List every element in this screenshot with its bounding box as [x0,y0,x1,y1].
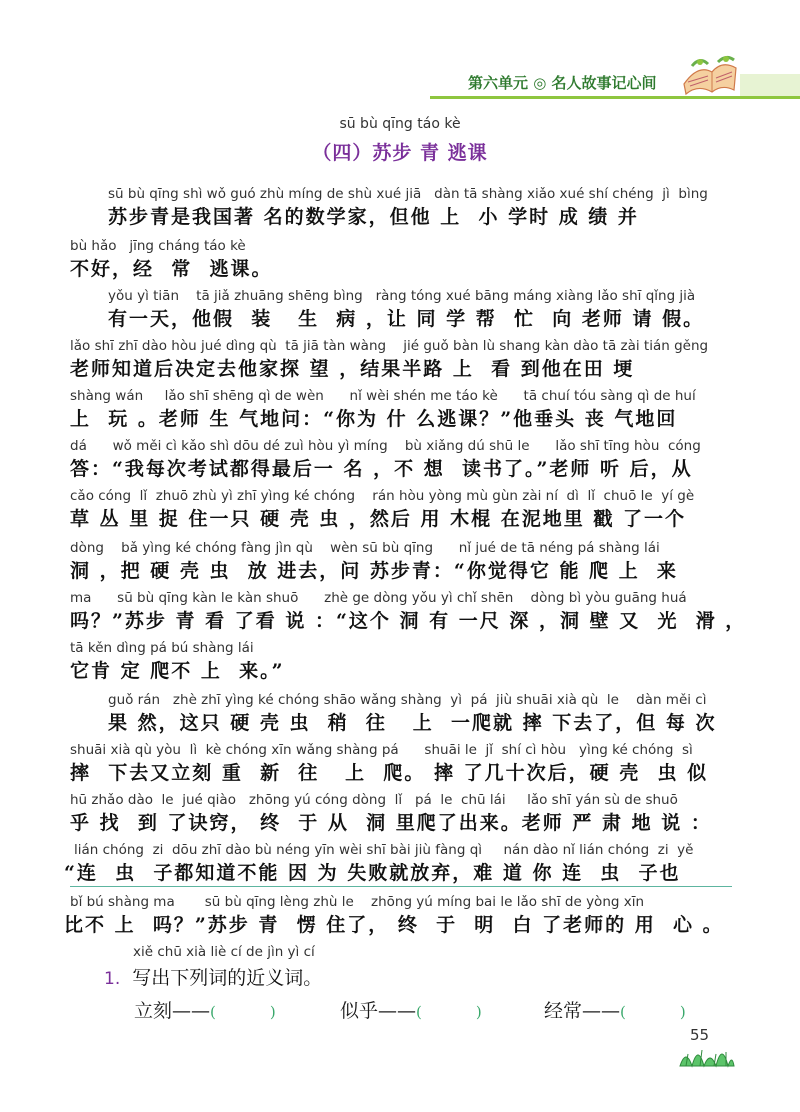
hanzi-line: “连 虫 子都知道不能 因 为 失败就放弃，难 道 你 连 虫 子也 [64,862,681,884]
blank-word: 似乎—— [340,1000,417,1022]
exercise-question [104,963,322,990]
pinyin-line: tā kěn dìng pá bú shàng lái [70,640,254,656]
page-number: 55 [690,1026,710,1044]
hanzi-line: 上 玩 。老师 生 气地问：“你为 什 么逃课？”他垂头 丧 气地回 [70,408,678,430]
blank-open-paren: ( [620,1003,626,1021]
pinyin-line: bù hǎo jīng cháng táo kè [70,238,246,254]
blank-close-paren: ) [679,1003,686,1021]
answer-blank[interactable] [340,996,482,1023]
pinyin-line: lǎo shī zhī dào hòu jué dìng qù tā jiā tàn wàng jié guǒ bàn lù shang kàn dào tā zài tián gěng [70,338,709,354]
hanzi-line: 苏步青是我国著 名的数学家，但他 上 小 学时 成 绩 并 [108,206,639,228]
story-title: （四）苏步 青 逃课 [312,142,488,164]
blank-open-paren: ( [210,1003,216,1021]
highlight-underline [70,886,732,887]
hanzi-line: 答：“我每次考试都得最后一 名 ，不 想 读书了。”老师 听 后，从 [70,458,693,480]
hanzi-line: 老师知道后决定去他家探 望 ，结果半路 上 看 到他在田 埂 [70,358,635,380]
grass-icon [676,1040,736,1068]
hanzi-line: 不好，经 常 逃课。 [70,258,273,280]
hanzi-line: 吗？”苏步 青 看 了看 说 ：“这个 洞 有 一尺 深 ，洞 壁 又 光 滑 ， [70,610,747,632]
hanzi-line: 比不 上 吗？”苏步 青 愣 住了， 终 于 明 白 了老师的 用 心 。 [64,914,724,936]
pinyin-line: shàng wán lǎo shī shēng qì de wèn nǐ wèi shén me táo kè tā chuí tóu sàng qì de huí [70,388,696,404]
pinyin-line: cǎo cóng lǐ zhuō zhù yì zhī yìng ké chóng rán hòu yòng mù gùn zài ní dì lǐ chuō le yí gè [70,488,695,504]
title-pinyin: sū bù qīng táo kè [339,116,461,132]
unit-header [430,66,800,99]
books-icon [678,54,740,98]
pinyin-line: bǐ bú shàng ma sū bù qīng lèng zhù le zhōng yú míng bai le lǎo shī de yòng xīn [70,894,645,910]
exercise-number: 1. [104,969,121,989]
pinyin-line: yǒu yì tiān tā jiǎ zhuāng shēng bìng ràng tóng xué bāng máng xiàng lǎo shī qǐng jià [108,288,696,304]
hanzi-line: 乎 找 到 了诀窍， 终 于 从 洞 里爬了出来。老师 严 肃 地 说 ： [70,812,712,834]
hanzi-line: 草 丛 里 捉 住一只 硬 壳 虫 ，然后 用 木棍 在泥地里 戳 了一个 [70,508,686,530]
header-tab [740,74,800,96]
pinyin-line: dá wǒ měi cì kǎo shì dōu dé zuì hòu yì míng bù xiǎng dú shū le lǎo shī tīng hòu cóng [70,438,701,454]
pinyin-line: guǒ rán zhè zhī yìng ké chóng shāo wǎng shàng yì pá jiù shuāi xià qù le dàn měi cì [108,692,707,708]
blank-word: 经常—— [544,1000,621,1022]
hanzi-line: 洞 ，把 硬 壳 虫 放 进去，问 苏步青：“你觉得它 能 爬 上 来 [70,560,678,582]
pinyin-line: hū zhǎo dào le jué qiào zhōng yú cóng dòng lǐ pá le chū lái lǎo shī yán sù de shuō [70,792,678,808]
pinyin-line: shuāi xià qù yòu lì kè chóng xīn wǎng shàng pá shuāi le jǐ shí cì hòu yìng ké chóng sì [70,742,693,758]
exercise-text: 写出下列词的近义词。 [132,967,323,989]
hanzi-line: 有一天，他假 装 生 病 ，让 同 学 帮 忙 向 老师 请 假。 [108,308,705,330]
answer-blank[interactable] [134,996,276,1023]
pinyin-line: ma sū bù qīng kàn le kàn shuō zhè ge dòng yǒu yì chǐ shēn dòng bì yòu guāng huá [70,590,687,606]
pinyin-line: lián chóng zi dōu zhī dào bù néng yīn wèi shī bài jiù fàng qì nán dào nǐ lián chóng zi yě [74,842,694,858]
hanzi-line: 摔 下去又立刻 重 新 往 上 爬。 摔 了几十次后，硬 壳 虫 似 [70,762,709,784]
blank-word: 立刻—— [134,1000,211,1022]
exercise-pinyin: xiě chū xià liè cí de jìn yì cí [133,944,315,960]
blank-open-paren: ( [416,1003,422,1021]
pinyin-line: dòng bǎ yìng ké chóng fàng jìn qù wèn sū bù qīng nǐ jué de tā néng pá shàng lái [70,540,660,556]
hanzi-line: 果 然，这只 硬 壳 虫 稍 往 上 一爬就 摔 下去了，但 每 次 [108,712,717,734]
hanzi-line: 它肯 定 爬不 上 来。” [70,660,285,682]
blank-close-paren: ) [269,1003,276,1021]
answer-blank[interactable] [544,996,686,1023]
pinyin-line: sū bù qīng shì wǒ guó zhù míng de shù xué jiā dàn tā shàng xiǎo xué shí chéng jì bìng [108,186,708,202]
unit-title: 第六单元 ◎ 名人故事记心间 [468,74,657,92]
blank-close-paren: ) [475,1003,482,1021]
